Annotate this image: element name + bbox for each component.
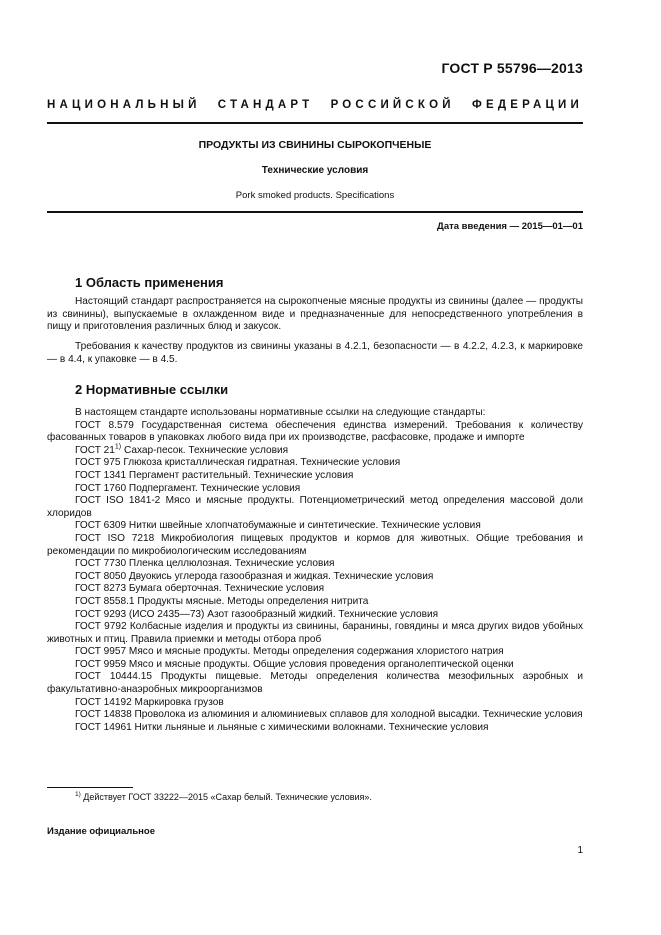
references-intro: В настоящем стандарте использованы нормативные ссылки на следующие стандарты: bbox=[75, 407, 486, 418]
reference-item: ГОСТ 14192 Маркировка грузов bbox=[75, 696, 224, 708]
page-number: 1 bbox=[577, 845, 583, 856]
title-divider bbox=[47, 211, 583, 213]
section-heading-references: 2 Нормативные ссылки bbox=[75, 382, 229, 397]
footnote-text: Действует ГОСТ 33222—2015 «Сахар белый. Технические условия». bbox=[80, 792, 372, 802]
reference-item: ГОСТ 8050 Двуокись углерода газообразная и жидкая. Технические условия bbox=[75, 570, 434, 582]
reference-item: ГОСТ 975 Глюкоза кристаллическая гидратная. Технические условия bbox=[75, 457, 401, 469]
national-standard-banner: НАЦИОНАЛЬНЫЙ СТАНДАРТ РОССИЙСКОЙ ФЕДЕРАЦИИ bbox=[47, 99, 583, 111]
reference-item: ГОСТ 10444.15 Продукты пищевые. Методы определения количества мезофильных аэробных и факультативно-анаэробных микроорганизмов bbox=[47, 671, 583, 696]
footnote-marker: 1) bbox=[114, 443, 122, 451]
reference-item: ГОСТ ISO 7218 Микробиология пищевых продуктов и кормов для животных. Общие требования и рекомендации по микробиологическим исследованиям bbox=[47, 532, 583, 557]
reference-title: Сахар-песок. Технические условия bbox=[121, 444, 289, 456]
reference-item: ГОСТ 14961 Нитки льняные и льняные с химическими волокнами. Технические условия bbox=[75, 721, 489, 733]
reference-code: ГОСТ 21 bbox=[75, 444, 115, 456]
reference-item: ГОСТ 9792 Колбасные изделия и продукты из свинины, баранины, говядины и мяса других видов убойных животных и птиц. Правила приемки и методы отбора проб bbox=[47, 621, 583, 645]
reference-item bbox=[47, 445, 583, 458]
footnote-divider bbox=[47, 787, 133, 788]
reference-item: ГОСТ 9957 Мясо и мясные продукты. Методы определения содержания хлористого натрия bbox=[75, 646, 504, 658]
scope-paragraph: Настоящий стандарт распространяется на сырокопченые мясные продукты из свинины (далее — продукты из свинины), выпускаемые в охлажденном виде и предназначенные для непосредственного употребления в пищу и приготовления различных блюд и закусок. bbox=[47, 296, 583, 333]
reference-item: ГОСТ 9959 Мясо и мясные продукты. Общие условия проведения органолептической оценки bbox=[75, 658, 514, 670]
document-title-english: Pork smoked products. Specifications bbox=[235, 190, 395, 201]
reference-item: ГОСТ 6309 Нитки швейные хлопчатобумажные и синтетические. Технические условия bbox=[75, 520, 481, 532]
reference-item: ГОСТ 8.579 Государственная система обеспечения единства измерений. Требования к количеству фасованных товаров в упаковках любого вида при их производстве, расфасовке, продаже и импорте bbox=[47, 419, 583, 444]
reference-item: ГОСТ 1341 Пергамент растительный. Технические условия bbox=[75, 469, 354, 481]
reference-item: ГОСТ 9293 (ИСО 2435—73) Азот газообразный жидкий. Технические условия bbox=[75, 608, 439, 620]
top-divider bbox=[47, 122, 583, 124]
reference-item: ГОСТ 1760 Подпергамент. Технические условия bbox=[75, 482, 301, 494]
document-subtitle: Технические условия bbox=[261, 165, 369, 176]
introduction-date: Дата введения — 2015—01—01 bbox=[437, 221, 583, 232]
document-title: ПРОДУКТЫ ИЗ СВИНИНЫ СЫРОКОПЧЕНЫЕ bbox=[198, 139, 432, 151]
reference-item: ГОСТ 14838 Проволока из алюминия и алюминиевых сплавов для холодной высадки. Технические условия bbox=[75, 709, 583, 721]
scope-paragraph: Требования к качеству продуктов из свинины указаны в 4.2.1, безопасности — в 4.2.2, 4.2.3, к маркировке — в 4.4, к упаковке — в 4.5. bbox=[47, 341, 583, 365]
official-edition-label: Издание официальное bbox=[47, 826, 155, 837]
reference-item: ГОСТ 8273 Бумага оберточная. Технические условия bbox=[75, 583, 325, 595]
footnote bbox=[75, 792, 372, 802]
reference-item: ГОСТ ISO 1841-2 Мясо и мясные продукты. Потенциометрический метод определения массовой доли хлоридов bbox=[47, 495, 583, 519]
normative-references-list bbox=[47, 407, 583, 734]
footnote-marker: 1) bbox=[75, 791, 81, 798]
reference-item: ГОСТ 7730 Пленка целлюлозная. Технические условия bbox=[75, 558, 335, 570]
reference-item: ГОСТ 8558.1 Продукты мясные. Методы определения нитрита bbox=[75, 595, 369, 607]
section-heading-scope: 1 Область применения bbox=[75, 275, 224, 290]
gost-number: ГОСТ Р 55796—2013 bbox=[441, 60, 583, 76]
